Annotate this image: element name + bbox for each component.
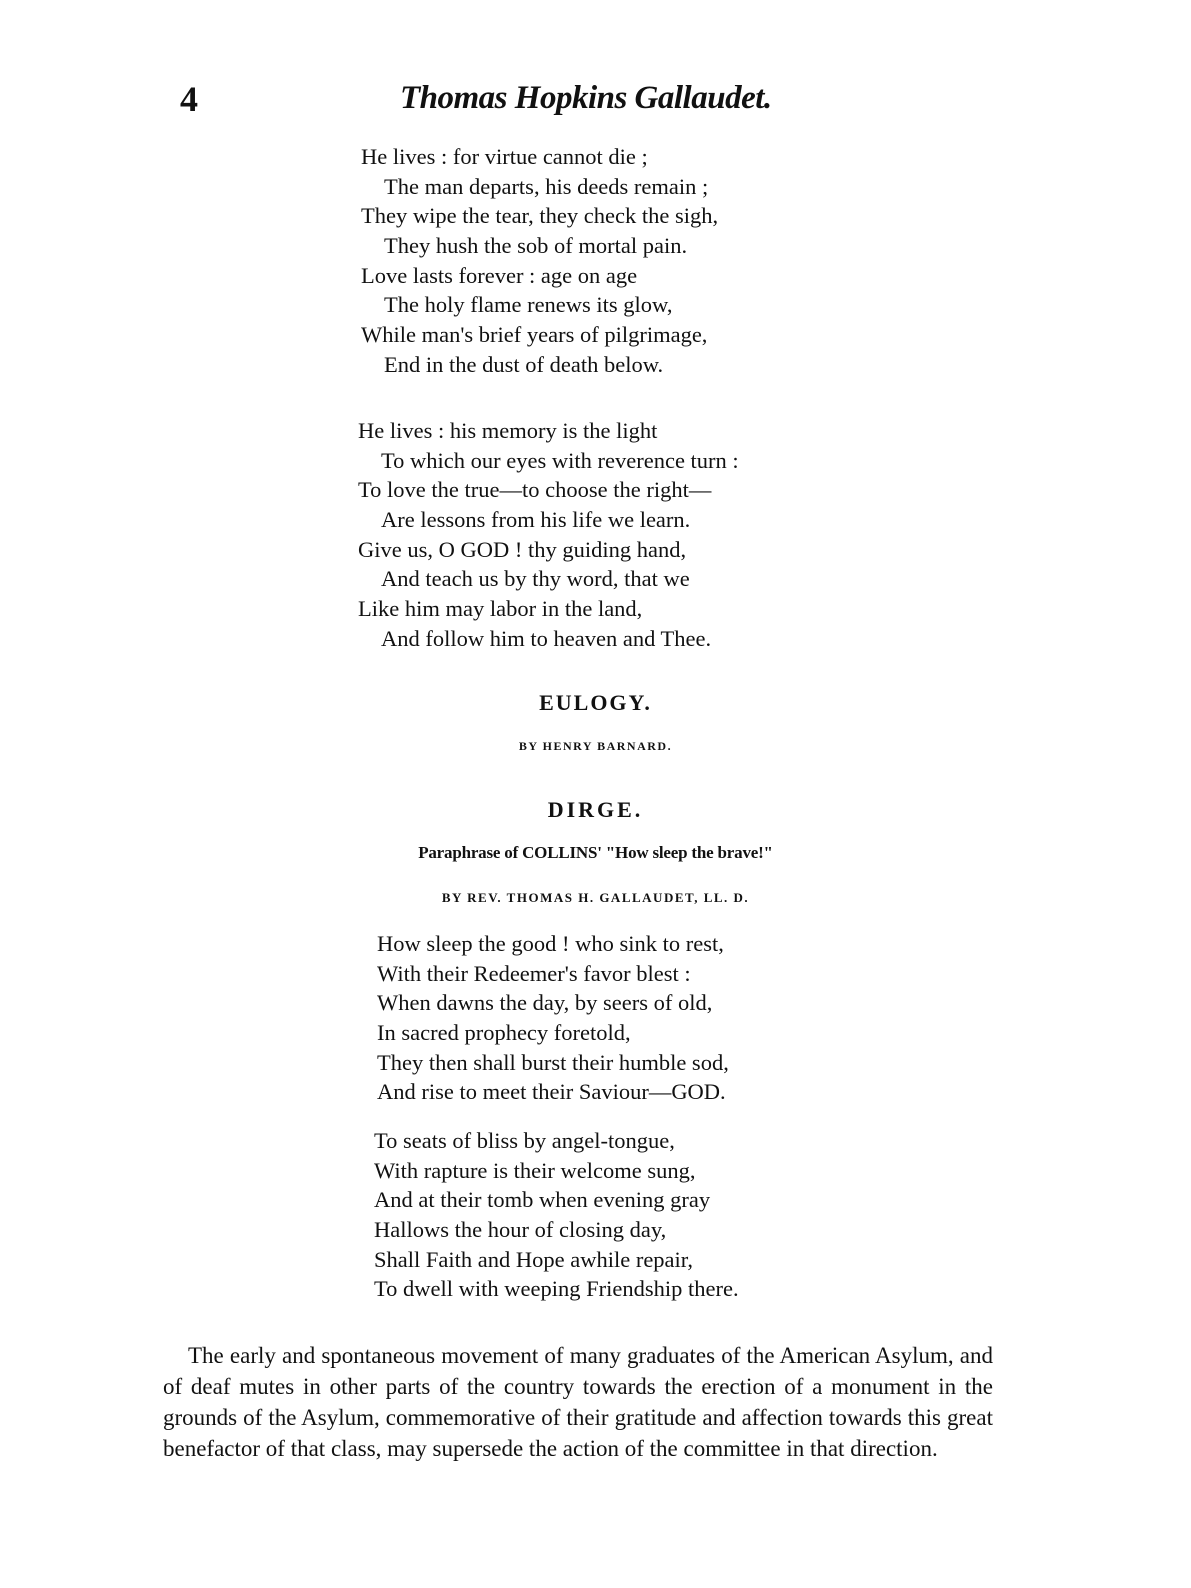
verse-line: They then shall burst their humble sod, [377,1049,729,1075]
verse-line: When dawns the day, by seers of old, [377,990,713,1016]
verse-line: He lives : his memory is the light [358,418,658,443]
verse-line: End in the dust of death below. [384,351,664,377]
verse-line: To seats of bliss by angel-tongue, [374,1128,675,1153]
verse-line: Love lasts forever : age on age [361,262,638,288]
dirge-subtitle: Paraphrase of COLLINS' "How sleep the brave!" [418,843,773,862]
verse-line: And teach us by thy word, that we [381,566,690,592]
page-header [0,78,1191,128]
verse-line: To which our eyes with reverence turn : [381,447,739,473]
verse-line: To dwell with weeping Friendship there. [374,1276,739,1302]
verse-line: With rapture is their welcome sung, [374,1157,696,1183]
verse-line: They wipe the tear, they check the sigh, [361,203,719,229]
dirge-heading: DIRGE. [547,797,644,822]
verse-line: They hush the sob of mortal pain. [384,233,688,259]
dirge-stanza-2 [374,1126,739,1304]
verse-line: He lives : for virtue cannot die ; [361,144,648,169]
verse-line: Are lessons from his life we learn. [381,507,691,533]
poem-stanza-1 [361,142,718,380]
dirge-byline: BY REV. THOMAS H. GALLAUDET, LL. D. [441,890,750,905]
dirge-stanza-1 [377,929,729,1107]
verse-line: While man's brief years of pilgrimage, [361,322,708,348]
verse-line: The holy flame renews its glow, [384,292,673,318]
verse-line: With their Redeemer's favor blest : [377,960,691,986]
verse-line: And follow him to heaven and Thee. [381,625,712,651]
verse-line: And rise to meet their Saviour—GOD. [377,1079,726,1105]
eulogy-heading: EULOGY. [539,690,652,715]
verse-line: The man departs, his deeds remain ; [384,173,709,199]
verse-line: Like him may labor in the land, [358,596,643,622]
verse-line: Shall Faith and Hope awhile repair, [374,1246,694,1272]
verse-line: How sleep the good ! who sink to rest, [377,931,724,956]
body-paragraph: The early and spontaneous movement of many graduates of the American Asylum, and of deaf mutes in other parts of the country towards the erection of a monument in the grounds of the Asylum, commemorative of their gratitude and affection towards this great benefactor of that class, may supersede the action of the committee in that direction. [163,1343,993,1461]
verse-line: Give us, O GOD ! thy guiding hand, [358,536,687,562]
running-title: Thomas Hopkins Gallaudet. [400,80,772,116]
verse-line: To love the true—to choose the right— [358,477,712,503]
verse-line: Hallows the hour of closing day, [374,1217,667,1243]
verse-line: And at their tomb when evening gray [374,1187,711,1213]
page-number: 4 [180,79,198,119]
verse-line: In sacred prophecy foretold, [377,1020,631,1046]
poem-stanza-2 [358,416,739,654]
eulogy-byline: BY HENRY BARNARD. [518,739,673,753]
